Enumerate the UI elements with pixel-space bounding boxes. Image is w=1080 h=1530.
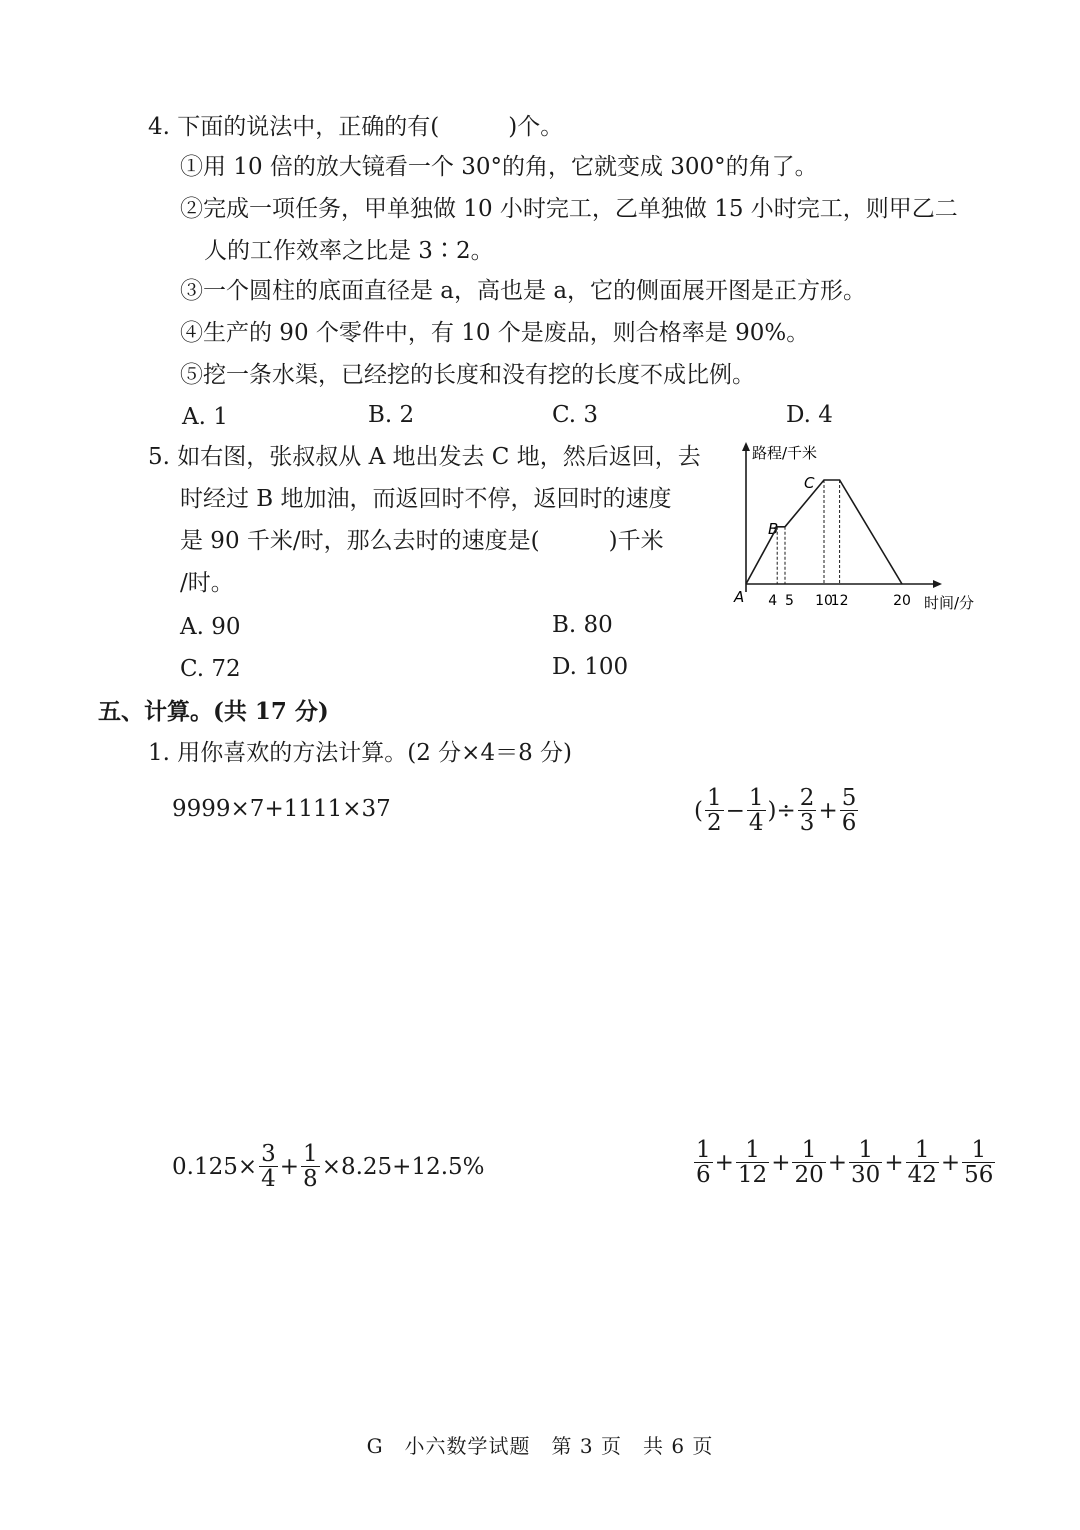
- point-b-label: B: [768, 520, 779, 538]
- x-tick-label-12: 12: [830, 593, 849, 609]
- expr-2-close: )÷: [767, 797, 796, 824]
- x-axis-label: 时间/分: [924, 594, 975, 612]
- plus-sign: +: [827, 1149, 848, 1176]
- fraction-3-4: $\frac{3}{4}$: [261, 1141, 276, 1193]
- q4-statement-2-cont: 人的工作效率之比是 3∶2。: [204, 238, 494, 264]
- expr-2-open: (: [694, 797, 703, 824]
- plus-sign: +: [279, 1153, 300, 1180]
- x-tick-label-4: 4: [768, 593, 778, 609]
- expr-3: [172, 1142, 485, 1191]
- q4-stem: 4. 下面的说法中，正确的有( )个。: [148, 114, 564, 140]
- expr-3-lead: 0.125×: [172, 1153, 258, 1180]
- q4-statement-5: ⑤挖一条水渠，已经挖的长度和没有挖的长度不成比例。: [180, 362, 755, 388]
- plus-sign: +: [818, 797, 838, 824]
- distance-time-graph: [728, 438, 988, 618]
- q4-option-c[interactable]: C. 3: [552, 402, 599, 428]
- q5-option-c[interactable]: C. 72: [180, 656, 241, 682]
- fraction-1-30: $\frac{1}{30}$: [851, 1137, 881, 1189]
- fraction-1-2: $\frac{1}{2}$: [706, 785, 722, 837]
- section-5-title: 五、计算。(共 17 分): [98, 698, 329, 725]
- expr-3-tail: ×8.25+12.5%: [321, 1153, 485, 1180]
- plus-sign: +: [771, 1149, 791, 1176]
- q4-option-b[interactable]: B. 2: [368, 402, 415, 428]
- expr-2: [694, 786, 860, 835]
- expr-1-text: 9999×7+1111×37: [172, 796, 391, 822]
- expr-4: [692, 1138, 997, 1187]
- q4-option-d[interactable]: D. 4: [786, 402, 833, 428]
- q5-option-a[interactable]: A. 90: [180, 614, 241, 640]
- y-axis-arrow: [742, 442, 750, 451]
- fraction-1-4: $\frac{1}{4}$: [748, 785, 764, 837]
- page-footer: G 小六数学试题 第 3 页 共 6 页: [366, 1434, 714, 1458]
- plus-sign: +: [884, 1149, 904, 1176]
- fraction-1-8: $\frac{1}{8}$: [303, 1141, 318, 1193]
- fraction-1-20: $\frac{1}{20}$: [794, 1137, 824, 1189]
- q5-line-4: /时。: [180, 570, 234, 596]
- y-axis-label: 路程/千米: [752, 444, 818, 462]
- fraction-1-42: $\frac{1}{42}$: [907, 1137, 937, 1189]
- q4-statement-2: ②完成一项任务，甲单独做 10 小时完工，乙单独做 15 小时完工，则甲乙二: [180, 196, 958, 222]
- x-tick-label-20: 20: [893, 593, 911, 609]
- q5-option-b[interactable]: B. 80: [552, 612, 613, 638]
- fraction-1-12: $\frac{1}{12}$: [737, 1137, 768, 1189]
- q5-line-1: 5. 如右图，张叔叔从 A 地出发去 C 地，然后返回，去: [148, 444, 701, 470]
- x-tick-label-5: 5: [785, 593, 794, 609]
- fraction-1-6: $\frac{1}{6}$: [696, 1137, 711, 1189]
- q5-line-2: 时经过 B 地加油，而返回时不停，返回时的速度: [180, 486, 672, 512]
- fraction-1-56: $\frac{1}{56}$: [964, 1137, 994, 1189]
- q4-statement-3: ③一个圆柱的底面直径是 a，高也是 a，它的侧面展开图是正方形。: [180, 278, 867, 304]
- q5-option-d[interactable]: D. 100: [552, 654, 629, 680]
- x-axis-arrow: [933, 580, 942, 588]
- point-a-label: A: [734, 588, 745, 606]
- point-c-label: C: [804, 474, 815, 492]
- q4-option-a[interactable]: A. 1: [182, 404, 228, 430]
- expr-1: [172, 796, 391, 822]
- q5-line-3: 是 90 千米/时，那么去时的速度是( )千米: [180, 528, 664, 554]
- fraction-2-3: $\frac{2}{3}$: [799, 785, 815, 837]
- minus-sign: −: [725, 797, 745, 824]
- fraction-5-6: $\frac{5}{6}$: [841, 785, 857, 837]
- x-tick-label-10: 10: [815, 593, 833, 609]
- plus-sign: +: [714, 1149, 734, 1176]
- plus-sign: +: [940, 1149, 961, 1176]
- q4-statement-4: ④生产的 90 个零件中，有 10 个是废品，则合格率是 90%。: [180, 320, 810, 346]
- q4-statement-1: ①用 10 倍的放大镜看一个 30°的角，它就变成 300°的角了。: [180, 154, 818, 180]
- calc-q1-title: 1. 用你喜欢的方法计算。(2 分×4＝8 分): [148, 740, 572, 766]
